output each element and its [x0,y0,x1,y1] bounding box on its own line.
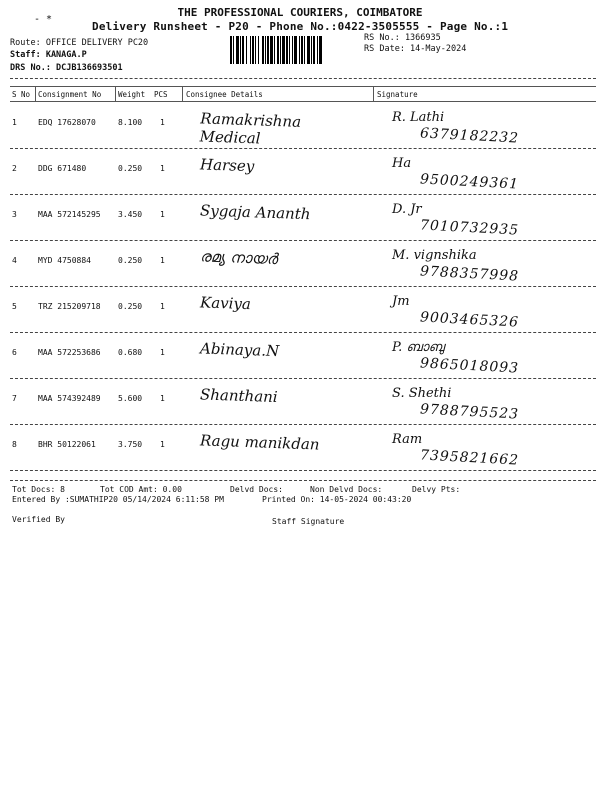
runsheet-subtitle: Delivery Runsheet - P20 - Phone No.:0422-3505555 - Page No.:1 [92,20,509,33]
route-label: Route: OFFICE DELIVERY PC20 [10,38,149,48]
row-phone-handwriting: 9500249361 [419,171,520,193]
row-separator [10,286,596,287]
row-sno: 8 [12,440,17,449]
row-pcs: 1 [160,440,165,449]
row-sno: 4 [12,256,17,265]
row-separator [10,194,596,195]
row-consignment-no: EDQ 17628070 [38,118,96,127]
row-sno: 3 [12,210,17,219]
row-phone-handwriting: 7010732935 [419,217,520,239]
row-signature-handwriting: M. vignshika [392,248,477,263]
row-pcs: 1 [160,210,165,219]
row-consignment-no: TRZ 215209718 [38,302,101,311]
row-sno: 2 [12,164,17,173]
row-signature-handwriting: S. Shethi [392,386,452,401]
row-phone-handwriting: 7395821662 [419,447,520,469]
row-sno: 1 [12,118,17,127]
row-weight: 3.750 [118,440,143,449]
non-delivered-docs: Non Delvd Docs: [310,485,383,494]
col-header-pcs: PCS [154,90,168,99]
company-title: THE PROFESSIONAL COURIERS, COIMBATORE [177,6,423,19]
row-signature-handwriting: D. Jr [392,202,422,217]
row-weight: 0.250 [118,164,143,173]
row-consignee-handwriting: Sygaja Ananth [199,201,311,224]
row-consignment-no: DDG 671480 [38,164,87,173]
col-header-weight: Weight [118,90,146,99]
printed-on: Printed On: 14-05-2024 00:43:20 [262,495,412,504]
col-divider [373,86,374,101]
delivered-docs: Delvd Docs: [230,485,283,494]
row-pcs: 1 [160,394,165,403]
verified-by-label: Verified By [12,515,65,524]
col-divider [115,86,116,101]
row-phone-handwriting: 9003465326 [419,309,520,331]
total-docs: Tot Docs: 8 [12,485,65,494]
row-signature-handwriting: R. Lathi [392,110,445,125]
row-consignee-handwriting: രമ്യ നായർ [199,247,278,269]
row-separator [10,240,596,241]
col-header-consignee: Consignee Details [186,90,263,99]
row-pcs: 1 [160,348,165,357]
row-weight: 0.250 [118,302,143,311]
row-consignee-handwriting: Harsey [199,155,255,176]
row-weight: 0.680 [118,348,143,357]
row-separator [10,148,596,149]
row-phone-handwriting: 6379182232 [419,125,520,147]
row-consignee-handwriting: Abinaya.N [199,339,280,361]
barcode-image [230,36,356,64]
total-cod-amount: Tot COD Amt: 0.00 [100,485,182,494]
row-pcs: 1 [160,118,165,127]
table-top-rule [10,86,596,87]
row-consignee-handwriting: Ramakrishna Medical [199,109,302,148]
drs-number: DRS No.: DCJB136693501 [10,63,123,73]
staff-signature-label: Staff Signature [272,517,345,526]
row-separator [10,378,596,379]
row-sno: 7 [12,394,17,403]
row-pcs: 1 [160,302,165,311]
row-weight: 0.250 [118,256,143,265]
delivery-points: Delvy Pts: [412,485,461,494]
row-separator [10,424,596,425]
row-weight: 5.600 [118,394,143,403]
row-pcs: 1 [160,256,165,265]
row-weight: 3.450 [118,210,143,219]
row-signature-handwriting: Ram [392,432,423,447]
entered-by: Entered By :SUMATHIP20 05/14/2024 6:11:58 PM [12,495,224,504]
row-phone-handwriting: 9788795523 [419,401,520,423]
row-signature-handwriting: Ha [392,156,412,171]
footer-rule [10,480,596,481]
header-top-rule [10,78,596,79]
col-header-signature: Signature [377,90,418,99]
row-consignee-handwriting: Kaviya [199,293,252,314]
row-phone-handwriting: 9865018093 [419,355,520,377]
table-header-rule [10,101,596,102]
row-separator [10,470,596,471]
row-pcs: 1 [160,164,165,173]
row-consignment-no: MAA 572253686 [38,348,101,357]
row-sno: 6 [12,348,17,357]
row-consignment-no: MYD 4750884 [38,256,91,265]
row-consignment-no: MAA 572145295 [38,210,101,219]
rs-date: RS Date: 14-May-2024 [364,44,467,54]
row-sno: 5 [12,302,17,311]
row-phone-handwriting: 9788357998 [419,263,520,285]
row-consignment-no: BHR 50122061 [38,440,96,449]
col-divider [182,86,183,101]
col-header-consignment: Consignment No [38,90,102,99]
row-separator [10,332,596,333]
row-signature-handwriting: Jm [392,294,410,309]
col-header-sno: S No [12,90,31,99]
staff-label: Staff: KANAGA.P [10,50,87,60]
col-divider [35,86,36,101]
row-weight: 8.100 [118,118,143,127]
corner-mark: - * [34,14,53,25]
row-consignee-handwriting: Shanthani [199,385,278,407]
row-consignment-no: MAA 574392489 [38,394,101,403]
row-signature-handwriting: P. ബാബു [392,340,445,355]
row-consignee-handwriting: Ragu manikdan [199,431,320,454]
rs-number: RS No.: 1366935 [364,33,441,43]
